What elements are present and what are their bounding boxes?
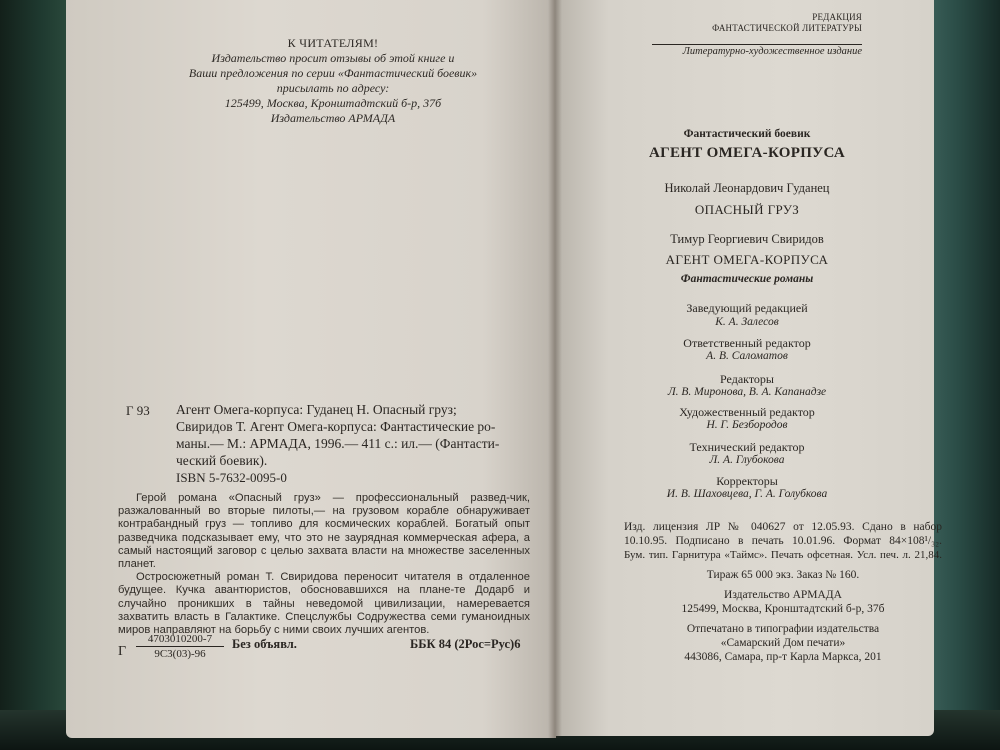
credit-name: К. А. Залесов: [715, 316, 779, 328]
genre: Фантастические романы: [680, 273, 814, 285]
title-first: ОПАСНЫЙ ГРУЗ: [694, 202, 800, 217]
credit-name: Н. Г. Безбородов: [706, 419, 788, 431]
bibliography-line: маны.— М.: АРМАДА, 1996.— 411 с.: ил.— (Фантасти-: [176, 436, 500, 451]
credit-role: Корректоры: [716, 474, 778, 488]
credit-name: И. В. Шаховцева, Г. А. Голубкова: [666, 488, 828, 500]
bbk-code: ББК 84 (2Рос=Рус)6: [410, 637, 521, 651]
header-rule: [652, 44, 862, 45]
imprint-block: [624, 520, 942, 664]
annotation-paragraph: Остросюжетный роман Т. Свиридова переносит читателя в отдаленное будущее. Кучка авантюристов, обосновавшихся на плане-те Додарб и случайно проникших в тайны неведомой цивилизации, намеревается захватить власть в Галактике. Спецслужбы Содружества семи гуманоидных миров направляют на борьбу с ними своих лучших агентов.: [118, 571, 530, 637]
print-run: Тираж 65 000 экз. Заказ № 160.: [706, 569, 860, 581]
book-gutter: [548, 0, 562, 738]
book-title: АГЕНТ ОМЕГА-КОРПУСА: [649, 145, 845, 161]
reader-note-line: 125499, Москва, Кронштадтский б-р, 37б: [224, 96, 442, 110]
no-ad-label: Без объявл.: [232, 637, 297, 651]
imprint-printer: «Самарский Дом печати»: [720, 637, 846, 649]
credit-name: Л. В. Миронова, В. А. Капанадзе: [667, 386, 827, 398]
reader-note-line: Издательство просит отзывы об этой книге и: [211, 51, 455, 65]
imprint-publisher-address: 125499, Москва, Кронштадтский б-р, 37б: [681, 603, 885, 615]
credit-role: Заведующий редакцией: [686, 301, 808, 315]
bibliography-code: Г 93: [126, 403, 150, 418]
credit-name: А. В. Саломатов: [706, 350, 788, 362]
book-cover-left-edge: [0, 0, 70, 750]
author-second: Тимур Георгиевич Свиридов: [670, 232, 824, 246]
imprint-license-line: 10.10.95. Подписано в печать 10.01.96. Формат 84×108¹/₃₂.: [624, 535, 942, 547]
annotation: [118, 492, 530, 637]
bibliography-line: Свиридов Т. Агент Омега-корпуса: Фантастические ро-: [176, 419, 496, 434]
series-name: Фантастический боевик: [683, 128, 811, 140]
imprint-printer-address: 443086, Самара, пр-т Карла Маркса, 201: [684, 651, 882, 663]
catalog-code: [136, 632, 224, 661]
annotation-paragraph: Герой романа «Опасный груз» — профессиональный развед-чик, разжалованный во вторые пилоты,— на грузовом корабле обнаруживает контрабандный груз — топливо для космических кораблей. Богатый опыт разведчика подсказывает ему, что это не заурядная коммерческая афера, а самый настоящий заговор с целью захвата власти на множестве заселенных планет.: [118, 492, 530, 571]
isbn: ISBN 5-7632-0095-0: [176, 470, 287, 485]
bibliography-line: Агент Омега-корпуса: Гуданец Н. Опасный груз;: [176, 402, 457, 417]
footer-letter: Г: [118, 644, 127, 659]
catalog-code-bottom: 9С3(03)-96: [154, 648, 206, 660]
credit-name: Л. А. Глубокова: [709, 454, 785, 466]
credit-role: Редакторы: [720, 372, 774, 386]
imprint-printed-at: Отпечатано в типографии издательства: [686, 623, 880, 635]
publisher-line: ФАНТАСТИЧЕСКОЙ ЛИТЕРАТУРЫ: [712, 23, 862, 33]
catalog-code-top: 4703010200-7: [136, 632, 224, 647]
reader-note-line: Издательство АРМАДА: [270, 111, 396, 125]
reader-note: [168, 36, 498, 126]
bibliography-line: ческий боевик).: [176, 453, 268, 468]
credit-role: Ответственный редактор: [683, 336, 811, 350]
title-second: АГЕНТ ОМЕГА-КОРПУСА: [665, 252, 829, 267]
publisher-line: РЕДАКЦИЯ: [812, 12, 862, 22]
reader-note-line: Ваши предложения по серии «Фантастический боевик»: [188, 66, 478, 80]
reader-note-line: присылать по адресу:: [276, 81, 390, 95]
reader-note-title: К ЧИТАТЕЛЯМ!: [287, 36, 379, 50]
credit-role: Художественный редактор: [679, 405, 815, 419]
imprint-license-line: Бум. тип. Гарнитура «Таймс». Печать офсетная. Усл. печ. л. 21,84.: [624, 549, 942, 561]
imprint-license-line: Изд. лицензия ЛР № 040627 от 12.05.93. Сдано в набор: [624, 521, 942, 533]
imprint-publisher: Издательство АРМАДА: [724, 589, 842, 601]
credit-role: Технический редактор: [689, 440, 805, 454]
publisher-header: [652, 12, 862, 34]
edition-type: Литературно-художественное издание: [682, 46, 862, 57]
author-first: Николай Леонардович Гуданец: [664, 181, 830, 195]
